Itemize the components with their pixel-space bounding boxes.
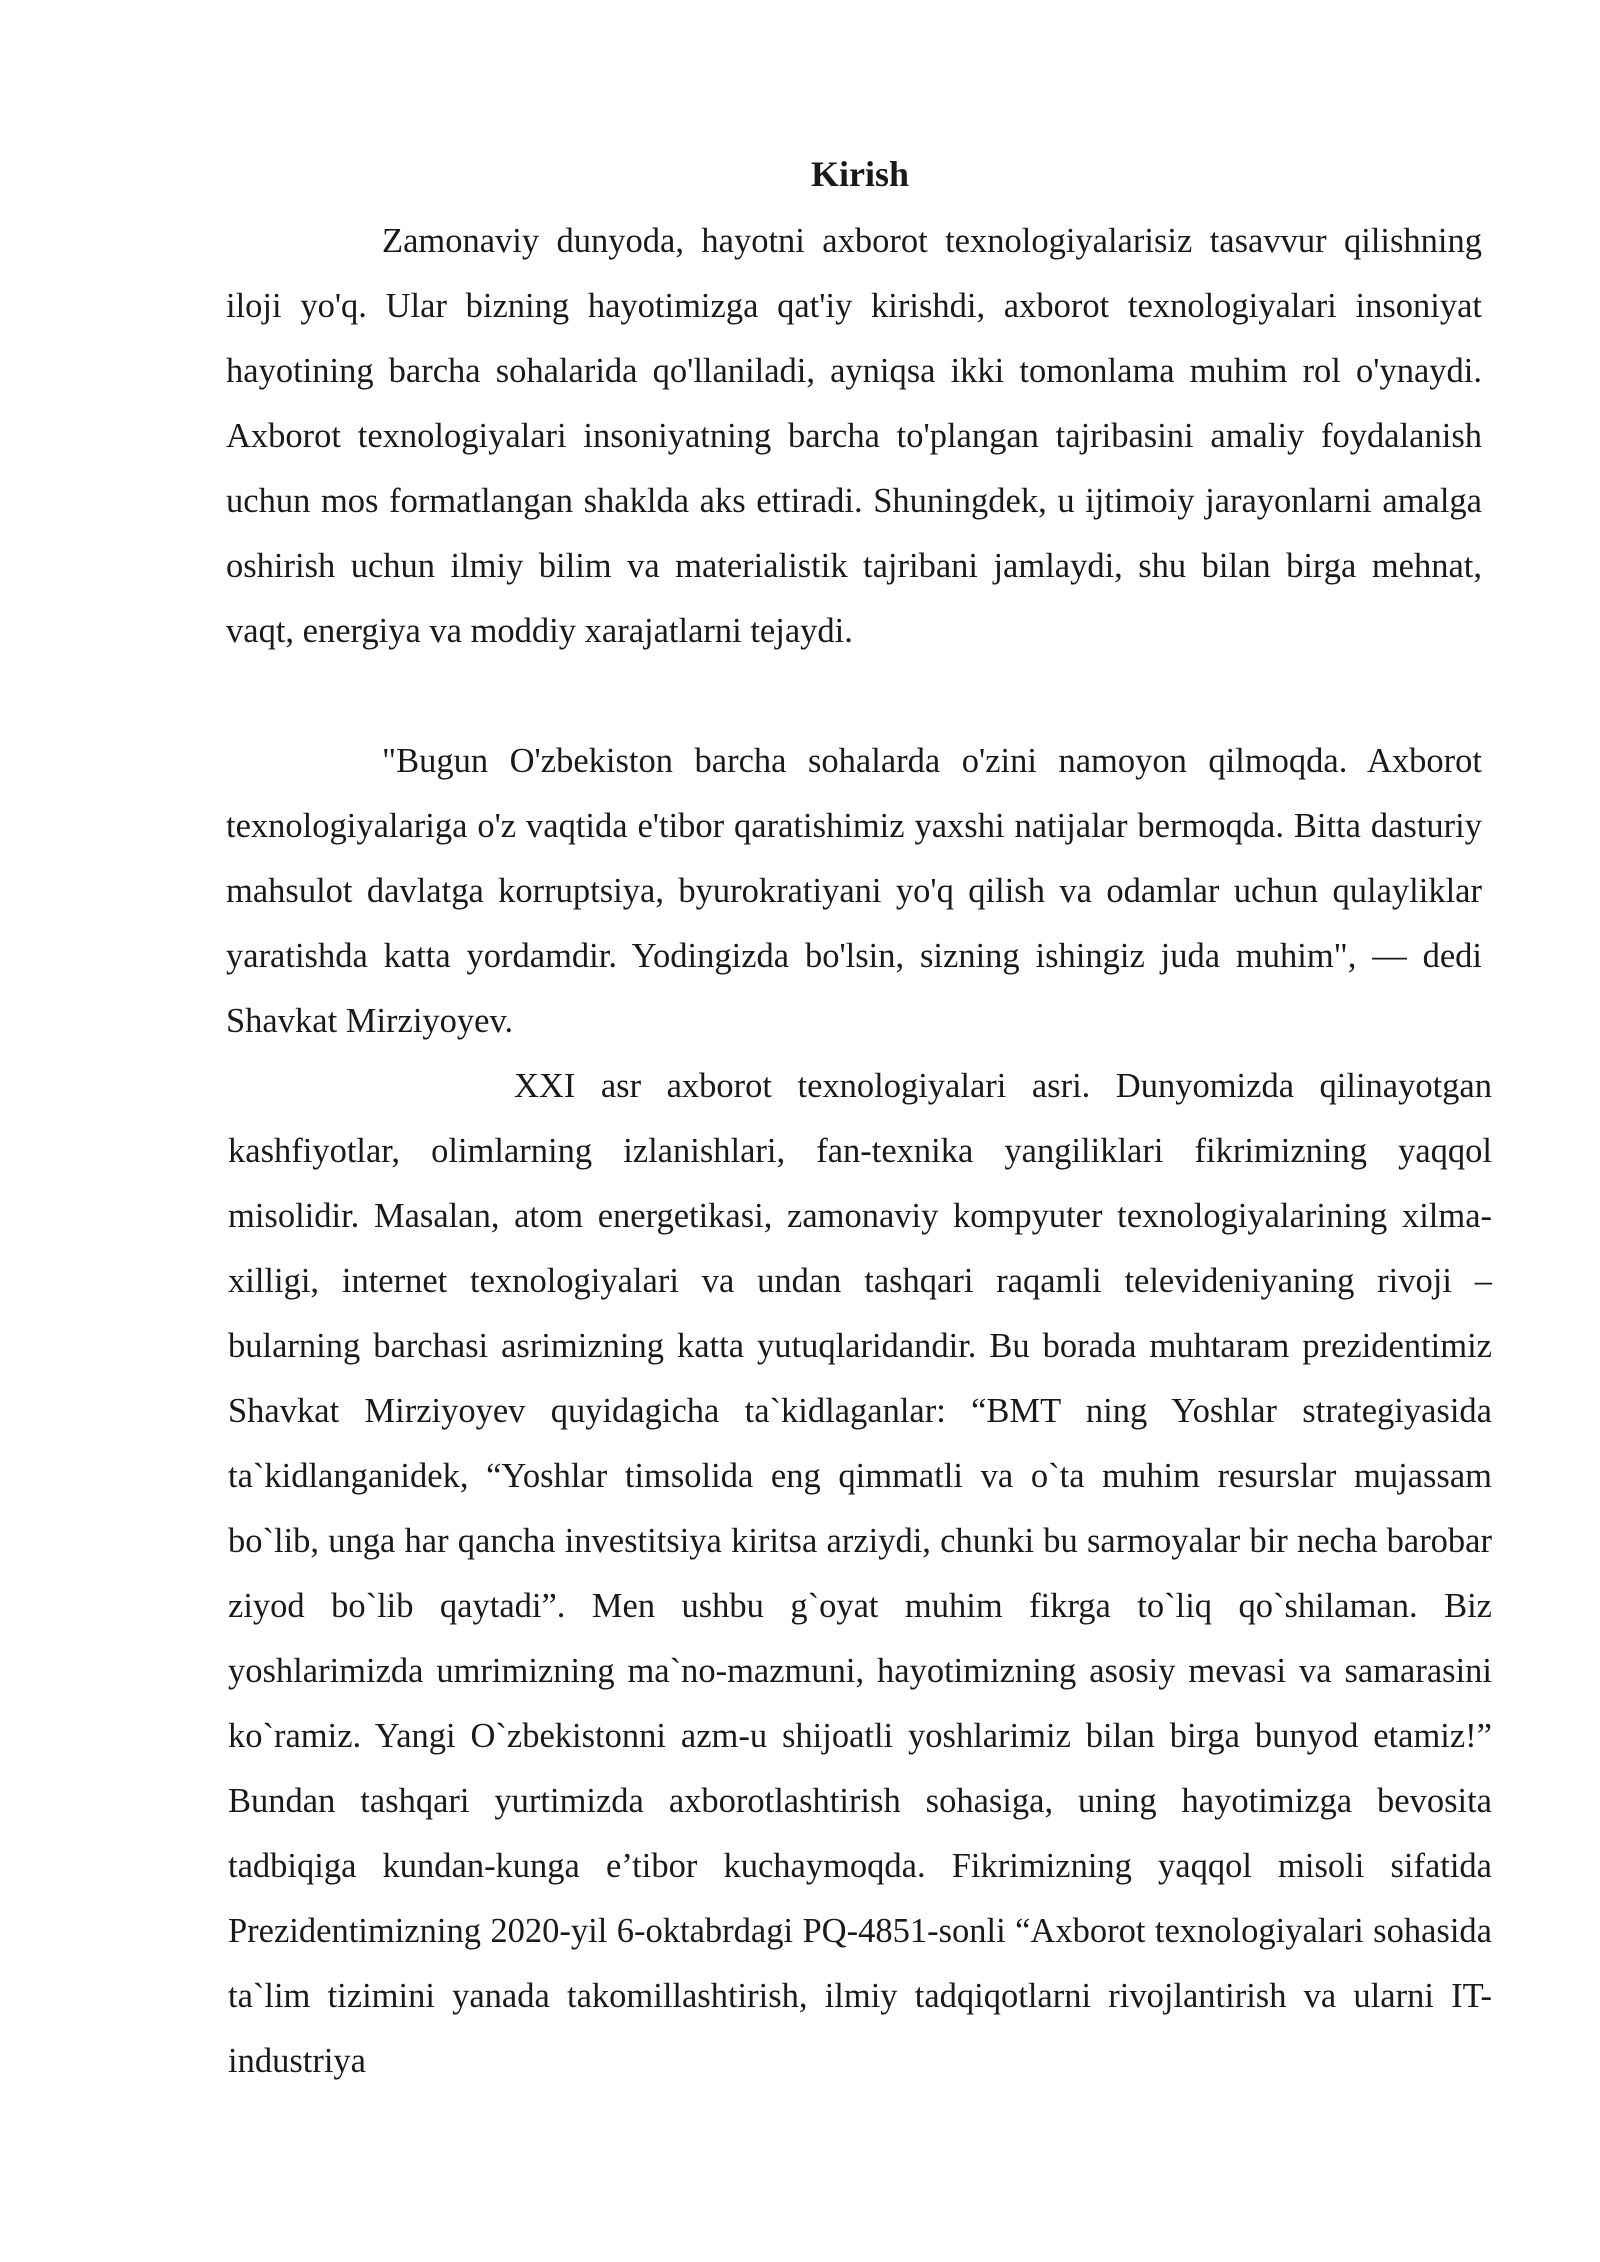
paragraph-quote: "Bugun O'zbekiston barcha sohalarda o'zini namoyon qilmoqda. Axborot texnologiyalariga o'z vaqtida e'tibor qaratishimiz yaxshi natijalar bermoqda. Bitta dasturiy mahsulot davlatga korruptsiya, byurokratiyani yo'q qilish va odamlar uchun qulayliklar yaratishda katta yordamdir. Yodingizda bo'lsin, sizning ishingiz juda muhim", — dedi Shavkat Mirziyoyev. <box>226 742 1482 1040</box>
paragraph-xxi-century: XXI asr axborot texnologiyalari asri. Dunyomizda qilinayotgan kashfiyotlar, olimlarning izlanishlari, fan-texnika yangiliklari fikrimizning yaqqol misolidir. Masalan, atom energetikasi, zamonaviy kompyuter texnologiyalarining xilma-xilligi, internet texnologiyalari va undan tashqari raqamli televideniyaning rivoji – bularning barchasi asrimizning katta yutuqlaridandir. Bu borada muhtaram prezidentimiz Shavkat Mirziyoyev quyidagicha ta`kidlaganlar: “BMT ning Yoshlar strategiyasida ta`kidlanganidek, “Yoshlar timsolida eng qimmatli va o`ta muhim resurslar mujassam bo`lib, unga har qancha investitsiya kiritsa arziydi, chunki bu sarmoyalar bir necha barobar ziyod bo`lib qaytadi”. Men ushbu g`oyat muhim fikrga to`liq qo`shilaman. Biz yoshlarimizda umrimizning ma`no-mazmuni, hayotimizning asosiy mevasi va samarasini ko`ramiz. Yangi O`zbekistonni azm-u shijoatli yoshlarimiz bilan birga bunyod etamiz!” Bundan tashqari yurtimizda axborotlashtirish sohasiga, uning hayotimizga bevosita tadbiqiga kundan-kunga e’tibor kuchaymoqda. Fikrimizning yaqqol misoli sifatida Prezidentimizning 2020-yil 6-oktabrdagi PQ-4851-sonli “Axborot texnologiyalari sohasida ta`lim tizimini yanada takomillashtirish, ilmiy tadqiqotlarni rivojlantirish va ularni IT-industriya <box>228 1067 1492 2080</box>
document-title: Kirish <box>810 154 909 194</box>
paragraph-intro: Zamonaviy dunyoda, hayotni axborot texnologiyalarisiz tasavvur qilishning iloji yo'q. Ular bizning hayotimizga qat'iy kirishdi, axborot texnologiyalari insoniyat hayotining barcha sohalarida qo'llaniladi, ayniqsa ikki tomonlama muhim rol o'ynaydi. Axborot texnologiyalari insoniyatning barcha to'plangan tajribasini amaliy foydalanish uchun mos formatlangan shaklda aks ettiradi. Shuningdek, u ijtimoiy jarayonlarni amalga oshirish uchun ilmiy bilim va materialistik tajribani jamlaydi, shu bilan birga mehnat, vaqt, energiya va moddiy xarajatlarni tejaydi. <box>226 222 1482 650</box>
